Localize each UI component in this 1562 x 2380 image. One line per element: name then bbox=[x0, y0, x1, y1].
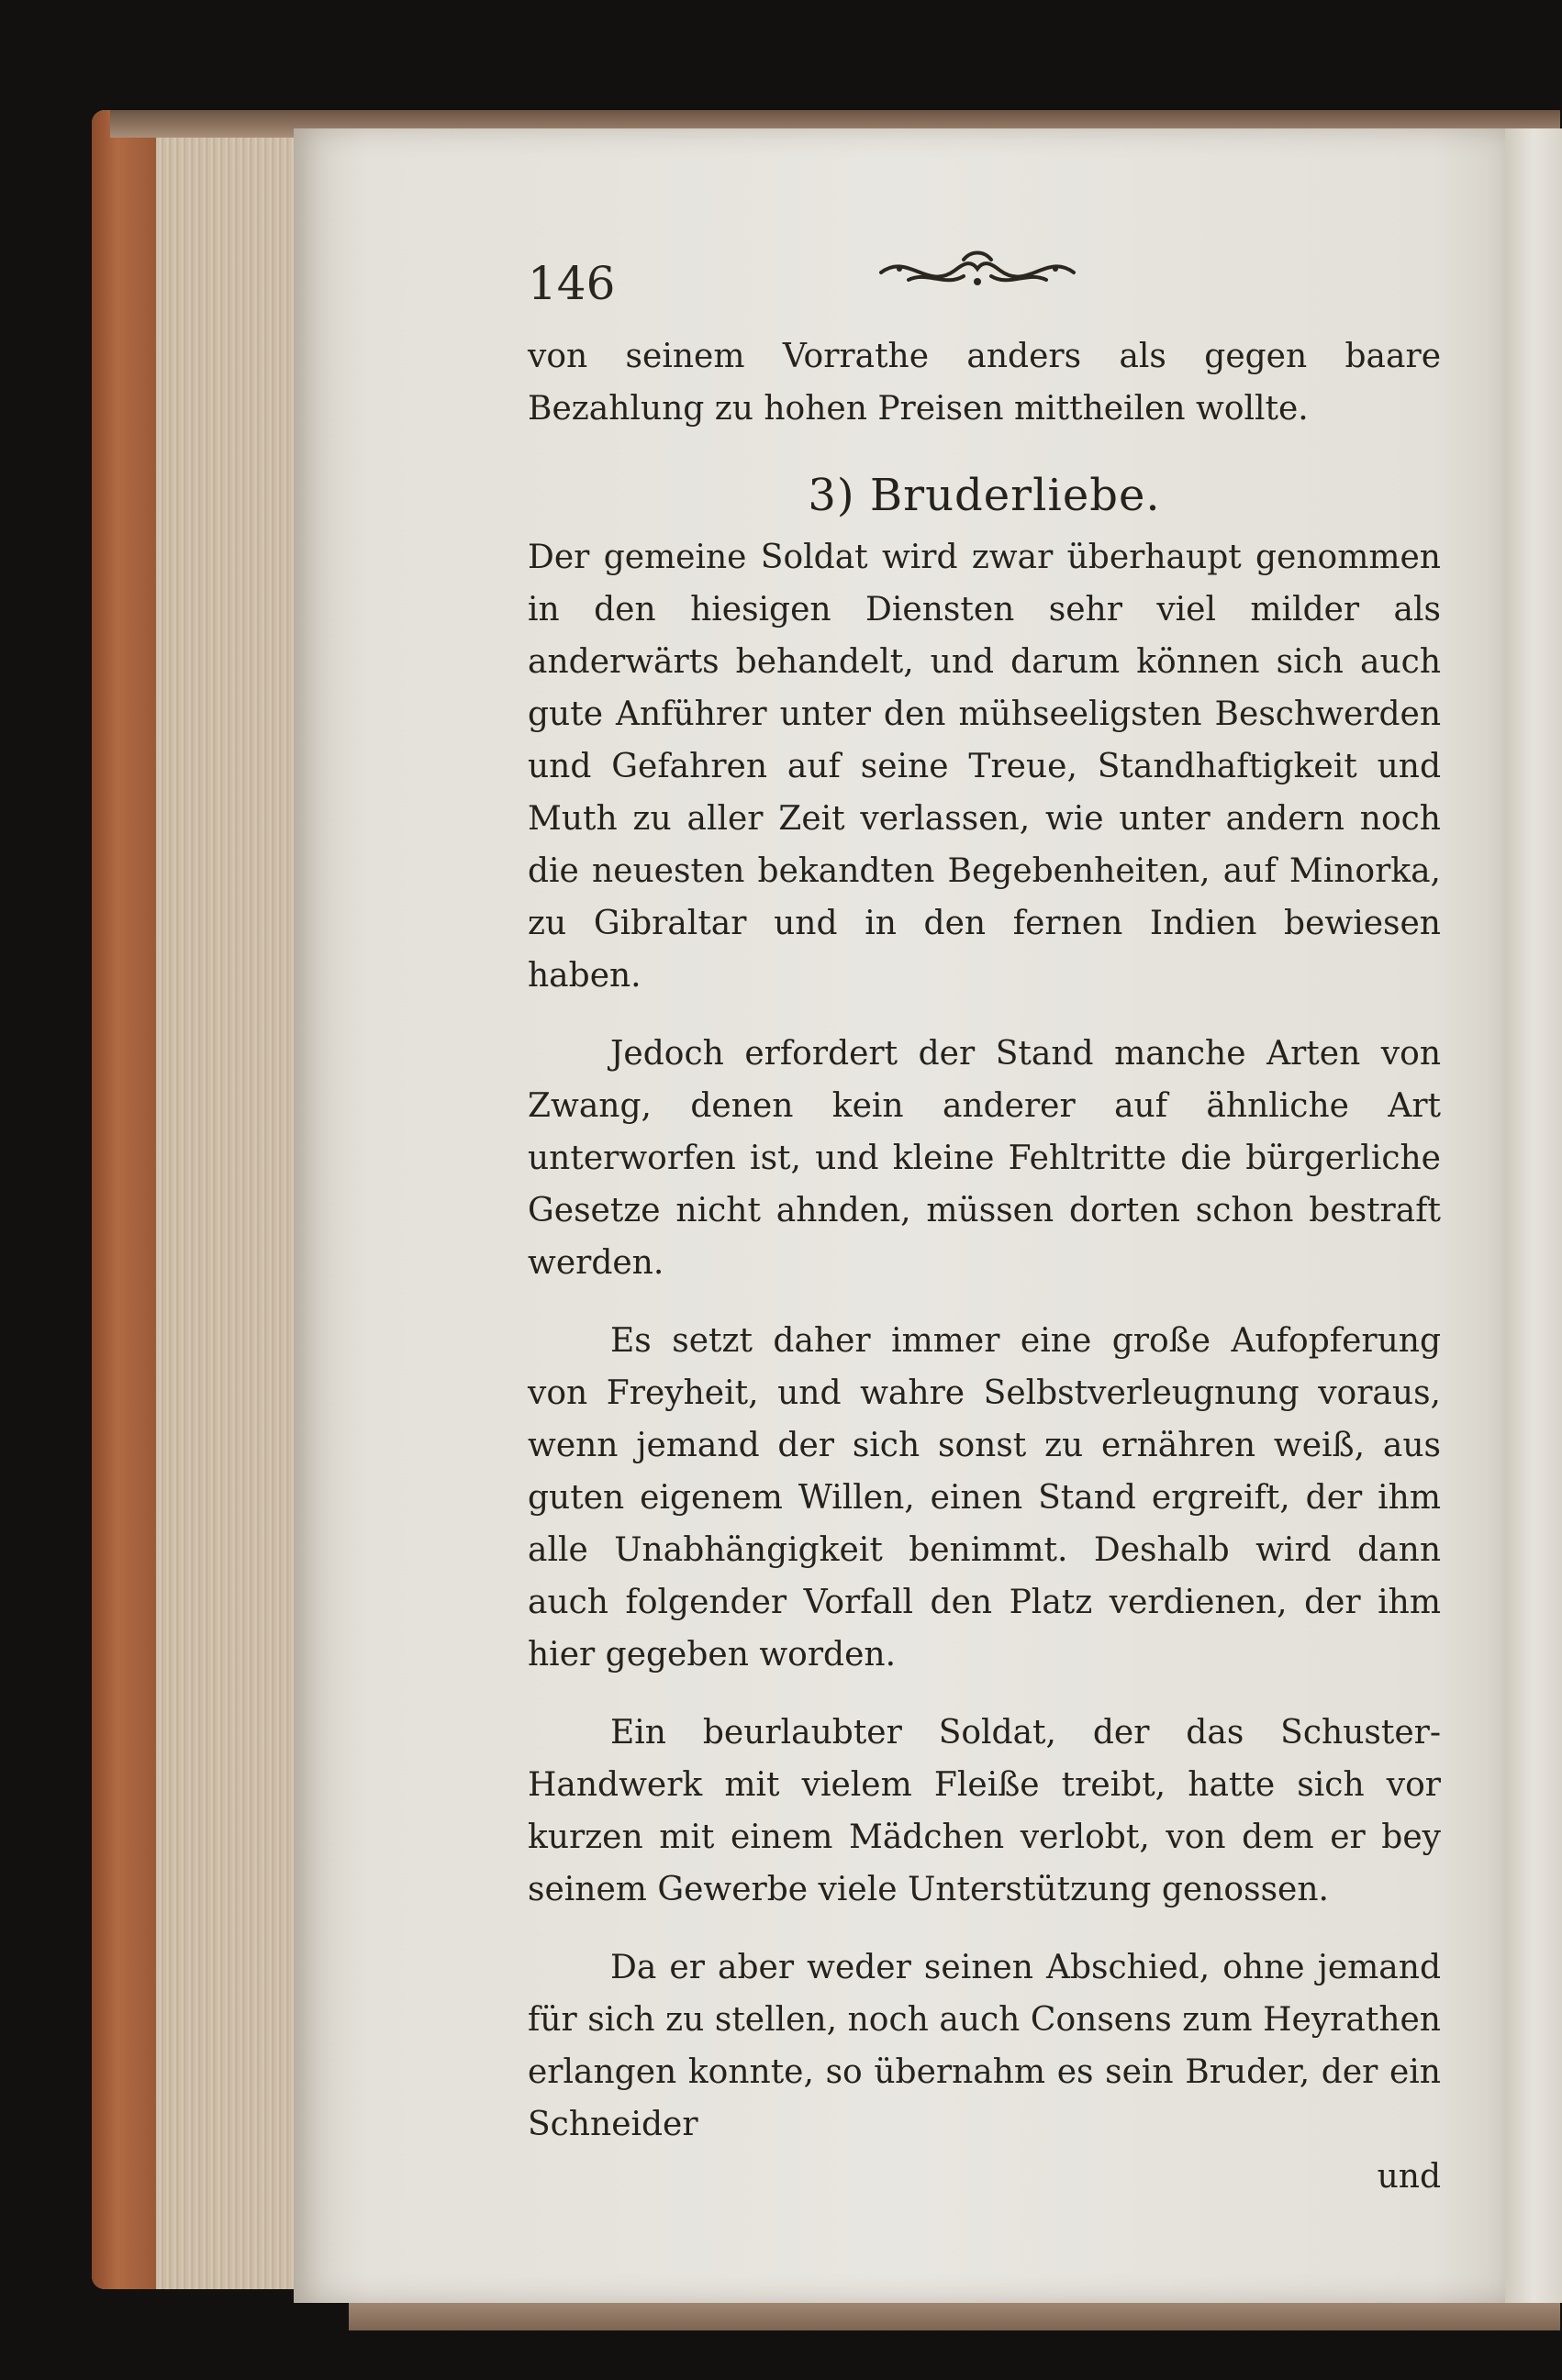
paragraph-3: Es setzt daher immer eine große Aufopferung von Freyheit, und wahre Selbstverleugnung voraus, wenn jemand der sich sonst zu ernähren weiß, aus guten eigenem Willen, einen Stand ergreift, der ihm alle Unabhängigkeit benimmt. Deshalb wird dann auch folgender Vorfall den Platz verdienen, der ihm hier gegeben worden. bbox=[528, 1322, 1441, 1674]
paragraph-2: Jedoch erfordert der Stand manche Arten von Zwang, denen kein anderer auf ähnliche Art unterworfen ist, und kleine Fehltritte die bürgerliche Gesetze nicht ahnden, müssen dorten schon bestraft werden. bbox=[528, 1035, 1441, 1282]
catchword: und bbox=[1377, 2158, 1441, 2196]
paragraph-4: Ein beurlaubter Soldat, der das Schuster-Handwerk mit vielem Fleiße treibt, hatte sich vor kurzen mit einem Mädchen verlobt, von dem er bey seinem Gewerbe viele Unterstützung genossen. bbox=[528, 1714, 1441, 1908]
carry-over-paragraph: von seinem Vorrathe anders als gegen baare Bezahlung zu hohen Preisen mittheilen wollte. bbox=[528, 338, 1441, 428]
ornament-flourish-icon bbox=[872, 243, 1083, 298]
section-heading: 3) Bruderliebe. bbox=[808, 470, 1161, 521]
page-number: 146 bbox=[528, 257, 616, 310]
paragraph-1: Der gemeine Soldat wird zwar überhaupt genommen in den hiesigen Diensten sehr viel milder als anderwärts behandelt, und darum können sich auch gute Anführer unter den mühseeligsten Beschwerden und Gefahren auf seine Treue, Standhaftigkeit und Muth zu aller Zeit verlassen, wie unter andern noch die neuesten bekandten Begebenheiten, auf Minorka, zu Gibraltar und in den fernen Indien bewiesen haben. bbox=[528, 539, 1441, 995]
facing-page-edge bbox=[1505, 128, 1562, 2303]
book-cover-edge bbox=[92, 110, 156, 2289]
main-text bbox=[528, 330, 1441, 2203]
paragraph-5: Da er aber weder seinen Abschied, ohne jemand für sich zu stellen, noch auch Consens zum Heyrathen erlangen konnte, so übernahm es sein Bruder, der ein Schneider bbox=[528, 1949, 1441, 2143]
